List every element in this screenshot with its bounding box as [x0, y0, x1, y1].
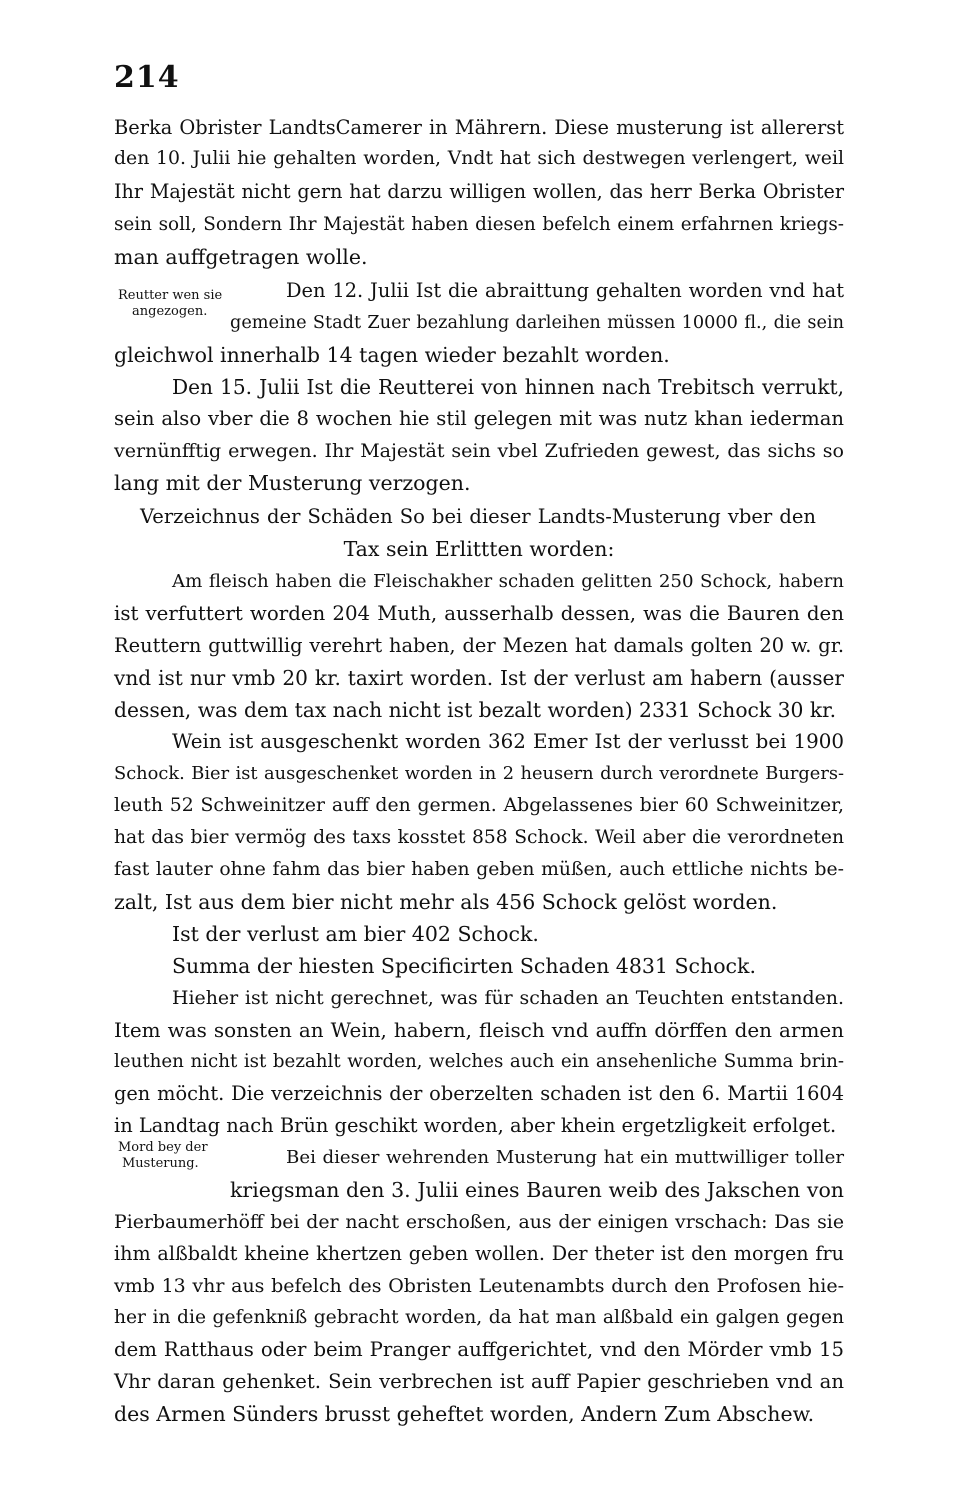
- text-line: Hieher ist nicht gerechnet, was für schaden an Teuchten entstanden.: [172, 987, 844, 1009]
- text-line: Den 15. Julii Ist die Reutterei von hinnen nach Trebitsch verrukt,: [172, 375, 844, 399]
- page-number: 214: [114, 60, 180, 95]
- text-line: lang mit der Musterung verzogen.: [114, 471, 471, 495]
- text-line: Wein ist ausgeschenkt worden 362 Emer Ist der verlusst bei 1900: [172, 730, 844, 753]
- text-line: fast lauter ohne fahm das bier haben geben müßen, auch ettliche nichts be-: [114, 859, 844, 880]
- text-line: leuth 52 Schweinitzer auff den germen. Abgelassenes bier 60 Schweinitzer,: [114, 795, 844, 816]
- text-line: Berka Obrister LandtsCamerer in Mährern. Diese musterung ist allererst: [114, 116, 844, 139]
- text-line: zalt, Ist aus dem bier nicht mehr als 456 Schock gelöst worden.: [114, 890, 778, 914]
- text-line: Pierbaumerhöff bei der nacht erschoßen, aus der einigen vrschach: Das sie: [114, 1211, 844, 1233]
- text-line: ihm alßbaldt kheine khertzen geben wollen. Der theter ist den morgen fru: [114, 1242, 844, 1265]
- text-line: ist verfuttert worden 204 Muth, ausserhalb dessen, was die Bauren den: [114, 602, 844, 625]
- text-line: gemeine Stadt Zuer bezahlung darleihen müssen 10000 fl., die sein: [230, 313, 844, 333]
- text-line: vnd ist nur vmb 20 kr. taxirt worden. Ist der verlust am habern (ausser: [114, 666, 844, 690]
- text-line: vmb 13 vhr aus befelch des Obristen Leutenambts durch den Profosen hie-: [114, 1275, 844, 1297]
- text-line: leuthen nicht ist bezahlt worden, welches auch ein ansehenliche Summa brin-: [114, 1051, 844, 1072]
- text-line: Verzeichnus der Schäden So bei dieser Landts-Musterung vber den: [140, 505, 816, 528]
- text-line: gleichwol innerhalb 14 tagen wieder bezahlt worden.: [114, 343, 670, 367]
- text-line: Bei dieser wehrenden Musterung hat ein muttwilliger toller: [286, 1147, 844, 1168]
- margin-note: Reutter wen sie: [118, 288, 223, 303]
- text-line: Item was sonsten an Wein, habern, fleisch vnd auffn dörffen den armen: [114, 1018, 844, 1042]
- text-line: Ist der verlust am bier 402 Schock.: [172, 922, 539, 946]
- text-line: Den 12. Julii Ist die abraittung gehalten worden vnd hat: [286, 279, 844, 302]
- text-line: in Landtag nach Brün geschikt worden, aber khein ergetzligkeit erfolget.: [114, 1114, 837, 1137]
- text-line: man auffgetragen wolle.: [114, 245, 368, 269]
- text-line: Schock. Bier ist ausgeschenket worden in 2 heusern durch verordnete Burgers-: [114, 763, 844, 784]
- margin-note: Mord bey der: [118, 1140, 208, 1155]
- text-line: hat das bier vermög des taxs kosstet 858 Schock. Weil aber die verordneten: [114, 827, 844, 848]
- margin-note: Musterung.: [122, 1156, 199, 1171]
- text-line: Vhr daran gehenket. Sein verbrechen ist auff Papier geschrieben vnd an: [114, 1370, 844, 1393]
- text-line: Ihr Majestät nicht gern hat darzu willigen wollen, das herr Berka Obrister: [114, 180, 844, 203]
- text-line: Reuttern guttwillig verehrt haben, der Mezen hat damals golten 20 w. gr.: [114, 634, 844, 657]
- text-line: Summa der hiesten Specificirten Schaden 4831 Schock.: [172, 954, 756, 978]
- text-line: sein also vber die 8 wochen hie stil gelegen mit was nutz khan iederman: [114, 407, 844, 430]
- text-line: Tax sein Erlittten worden:: [343, 537, 615, 561]
- text-line: Am fleisch haben die Fleischakher schaden gelitten 250 Schock, habern: [172, 571, 844, 592]
- text-line: her in die gefenkniß gebracht worden, da hat man alßbald ein galgen gegen: [114, 1307, 844, 1328]
- text-line: dem Ratthaus oder beim Pranger auffgerichtet, vnd den Mörder vmb 15: [114, 1338, 844, 1361]
- text-line: vernünfftig erwegen. Ihr Majestät sein vbel Zufrieden gewest, das sichs so: [114, 440, 844, 462]
- text-line: kriegsman den 3. Julii eines Bauren weib des Jakschen von: [230, 1178, 844, 1202]
- margin-note: angezogen.: [132, 304, 208, 319]
- text-line: gen möcht. Die verzeichnis der oberzelten schaden ist den 6. Martii 1604: [114, 1082, 844, 1105]
- text-line: den 10. Julii hie gehalten worden, Vndt hat sich destwegen verlengert, weil: [114, 148, 844, 169]
- text-line: dessen, was dem tax nach nicht ist bezalt worden) 2331 Schock 30 kr.: [114, 698, 837, 722]
- text-line: sein soll, Sondern Ihr Majestät haben diesen befelch einem erfahrnen kriegs-: [114, 214, 844, 235]
- text-line: des Armen Sünders brusst geheftet worden, Andern Zum Abschew.: [114, 1402, 815, 1426]
